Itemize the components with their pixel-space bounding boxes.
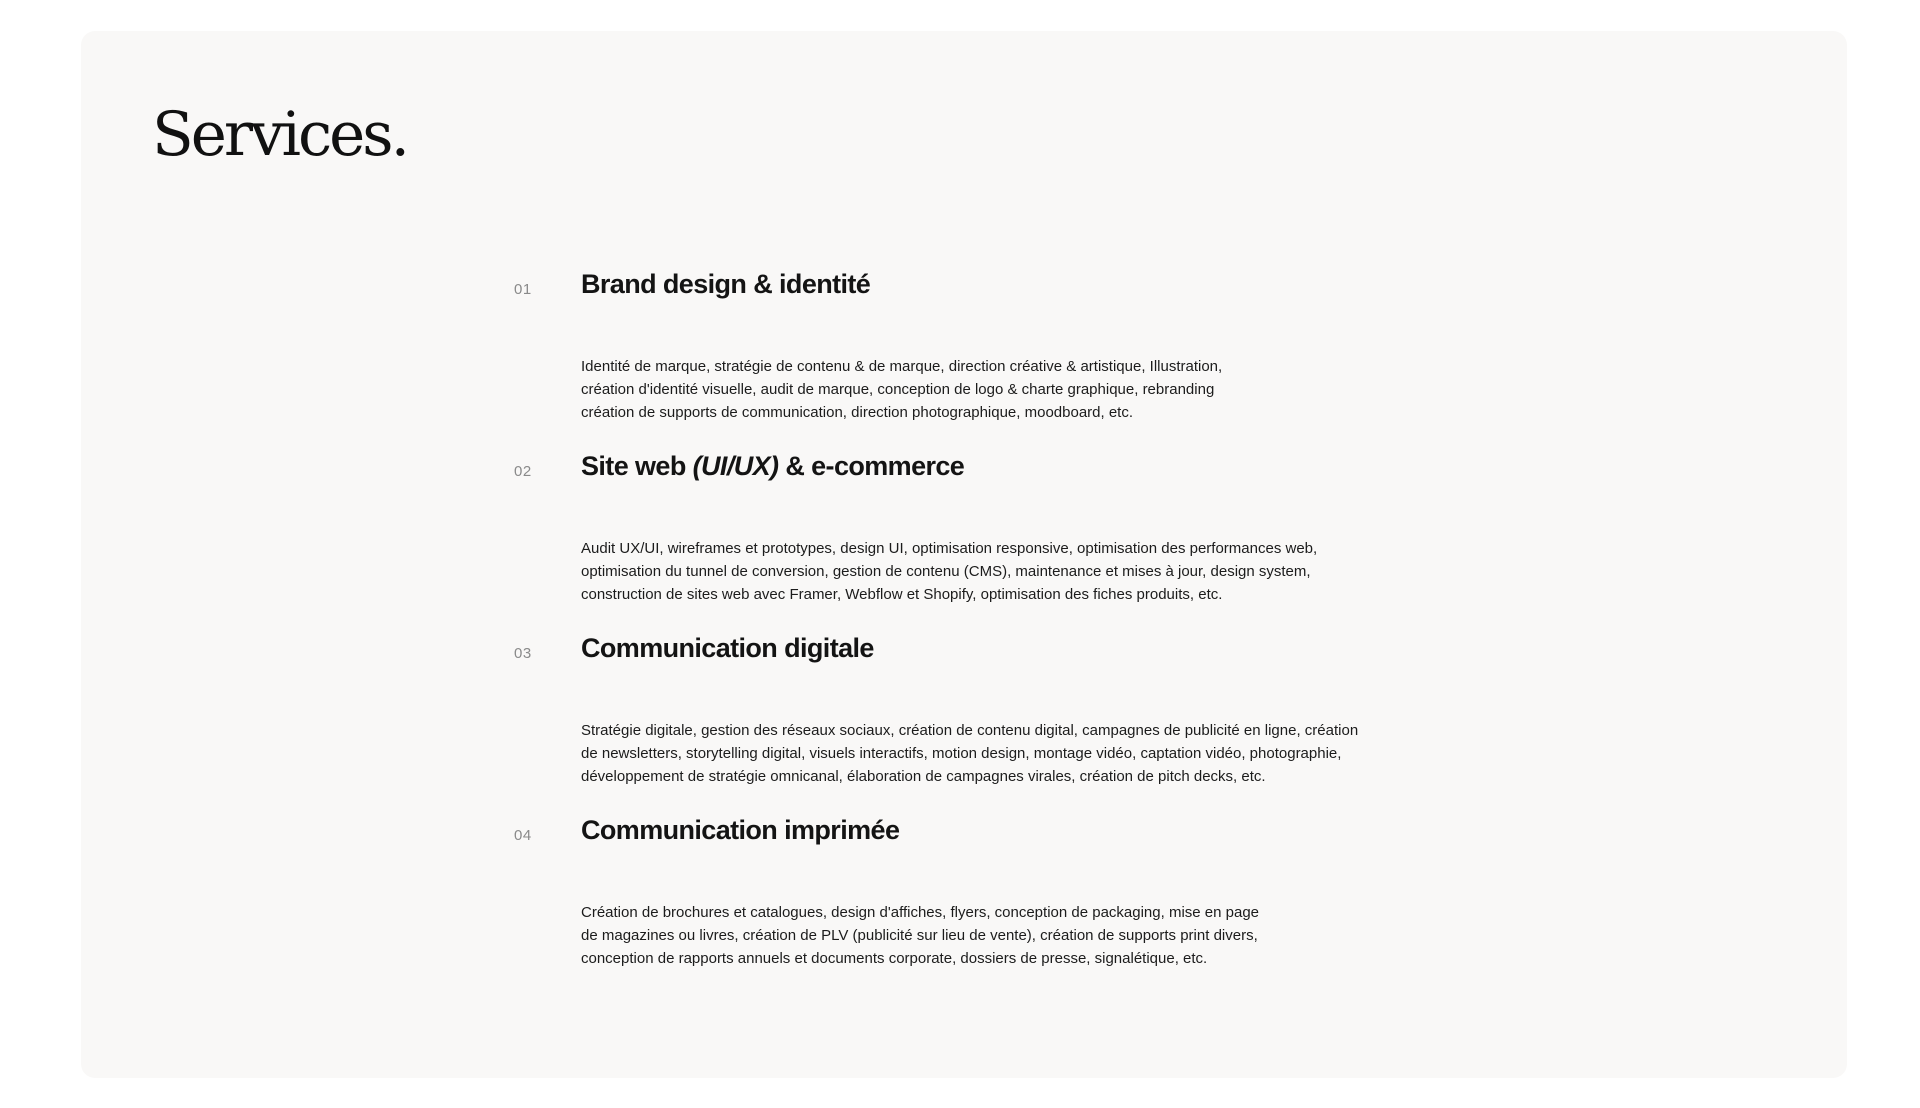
description-line: Création de brochures et catalogues, design d'affiches, flyers, conception de packaging, mise en page (581, 904, 1260, 921)
service-number: 01 (514, 281, 532, 298)
description-line: création de supports de communication, direction photographique, moodboard, etc. (581, 404, 1134, 421)
service-title: Communication digitale (581, 633, 874, 663)
services-list (514, 267, 1554, 995)
service-number: 03 (514, 645, 532, 662)
service-description (581, 537, 1317, 606)
service-title: Communication imprimée (581, 815, 900, 845)
service-item-communication-imprimee (514, 813, 1554, 995)
description-line: de newsletters, storytelling digital, visuels interactifs, motion design, montage vidéo, captation vidéo, photographie, (581, 745, 1342, 762)
description-line: Stratégie digitale, gestion des réseaux sociaux, création de contenu digital, campagnes de publicité en ligne, création (581, 722, 1359, 739)
service-item-brand-design (514, 267, 1554, 449)
service-description (581, 901, 1259, 970)
service-number: 02 (514, 463, 532, 480)
service-title: Brand design & identité (581, 269, 871, 299)
service-item-communication-digitale (514, 631, 1554, 813)
description-line: de magazines ou livres, création de PLV (publicité sur lieu de vente), création de supports print divers, (581, 927, 1258, 944)
service-item-site-web (514, 449, 1554, 631)
description-line: optimisation du tunnel de conversion, gestion de contenu (CMS), maintenance et mises à jour, design system, (581, 563, 1311, 580)
description-line: construction de sites web avec Framer, Webflow et Shopify, optimisation des fiches produits, etc. (581, 586, 1223, 603)
page-title: Services. (152, 99, 407, 170)
service-title (581, 449, 964, 484)
services-section (81, 31, 1847, 1078)
description-line: Audit UX/UI, wireframes et prototypes, design UI, optimisation responsive, optimisation des performances web, (581, 540, 1318, 557)
description-line: Identité de marque, stratégie de contenu & de marque, direction créative & artistique, Illustration, (581, 358, 1223, 375)
service-description (581, 719, 1358, 788)
service-number: 04 (514, 827, 532, 844)
service-title-emphasis: (UI/UX) (692, 451, 779, 481)
service-title-suffix: & e-commerce (778, 451, 965, 481)
description-line: conception de rapports annuels et documents corporate, dossiers de presse, signalétique, etc. (581, 950, 1208, 967)
description-line: création d'identité visuelle, audit de marque, conception de logo & charte graphique, rebranding (581, 381, 1215, 398)
service-title-prefix: Site web (581, 451, 693, 481)
service-description (581, 355, 1222, 424)
description-line: développement de stratégie omnicanal, élaboration de campagnes virales, création de pitch decks, etc. (581, 768, 1266, 785)
